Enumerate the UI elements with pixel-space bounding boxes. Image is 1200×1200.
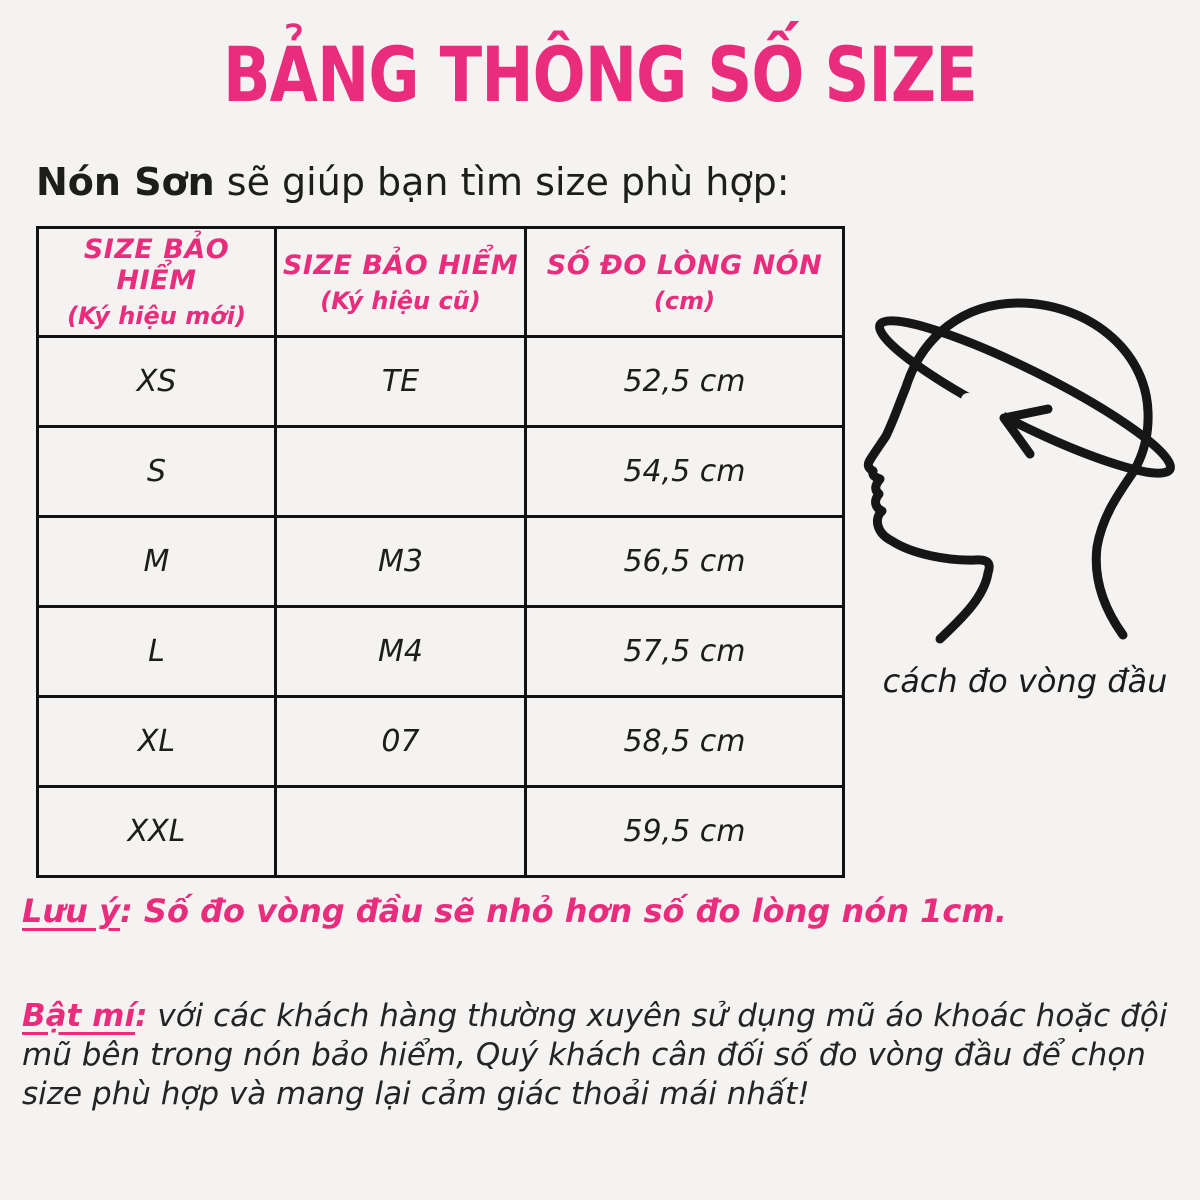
cell-size-new: XL [38, 697, 276, 787]
subtitle-text: sẽ giúp bạn tìm size phù hợp: [214, 160, 790, 204]
cell-measure: 52,5 cm [526, 337, 844, 427]
cell-size-new: XXL [38, 787, 276, 877]
band-gap [968, 400, 998, 414]
cell-measure: 59,5 cm [526, 787, 844, 877]
subtitle [36, 160, 790, 204]
table-row [38, 337, 844, 427]
header-line2: (Ký hiệu mới) [67, 302, 246, 330]
table-row [38, 787, 844, 877]
table-row [38, 607, 844, 697]
cell-size-new: L [38, 607, 276, 697]
cell-size-old: 07 [276, 697, 526, 787]
cell-measure: 58,5 cm [526, 697, 844, 787]
header-line2: (cm) [653, 286, 716, 315]
col-header-size-old [276, 228, 526, 337]
cell-measure: 54,5 cm [526, 427, 844, 517]
brand-name: Nón Sơn [36, 160, 215, 204]
table-header-row [38, 228, 844, 337]
head-profile-illustration [852, 290, 1192, 702]
cell-size-old [276, 787, 526, 877]
cell-size-old: M4 [276, 607, 526, 697]
header-line1: SIZE BẢO HIỂM [83, 234, 230, 296]
table-row [38, 427, 844, 517]
note-bat-mi [22, 997, 1188, 1114]
head-outline [868, 303, 1148, 639]
header-line1: SỐ ĐO LÒNG NÓN [546, 249, 823, 281]
cell-size-old [276, 427, 526, 517]
cell-size-new: S [38, 427, 276, 517]
size-table [36, 226, 845, 878]
cell-measure: 57,5 cm [526, 607, 844, 697]
bat-mi-text: với các khách hàng thường xuyên sử dụng mũ áo khoác hoặc đội mũ bên trong nón bảo hiểm, Quý khách cân đối số đo vòng đầu để chọn size phù hợp và mang lại cảm giác thoải mái nhất! [22, 998, 1168, 1113]
note-luu-y [22, 892, 1182, 930]
header-line1: SIZE BẢO HIỂM [282, 249, 519, 281]
table-row [38, 697, 844, 787]
cell-size-new: XS [38, 337, 276, 427]
cell-size-new: M [38, 517, 276, 607]
table-row [38, 517, 844, 607]
cell-measure: 56,5 cm [526, 517, 844, 607]
cell-size-old: M3 [276, 517, 526, 607]
bat-mi-label: Bật mí [22, 998, 136, 1034]
header-line2: (Ký hiệu cũ) [320, 286, 481, 315]
col-header-measure [526, 228, 844, 337]
luu-y-label: Lưu ý [22, 892, 120, 930]
figure-caption: cách đo vòng đầu [882, 662, 1168, 700]
page-title: BẢNG THÔNG SỐ SIZE [222, 30, 978, 119]
bat-mi-colon: : [135, 998, 148, 1034]
cell-size-old: TE [276, 337, 526, 427]
col-header-size-new [38, 228, 276, 337]
luu-y-text: : Số đo vòng đầu sẽ nhỏ hơn số đo lòng nón 1cm. [119, 892, 1007, 930]
